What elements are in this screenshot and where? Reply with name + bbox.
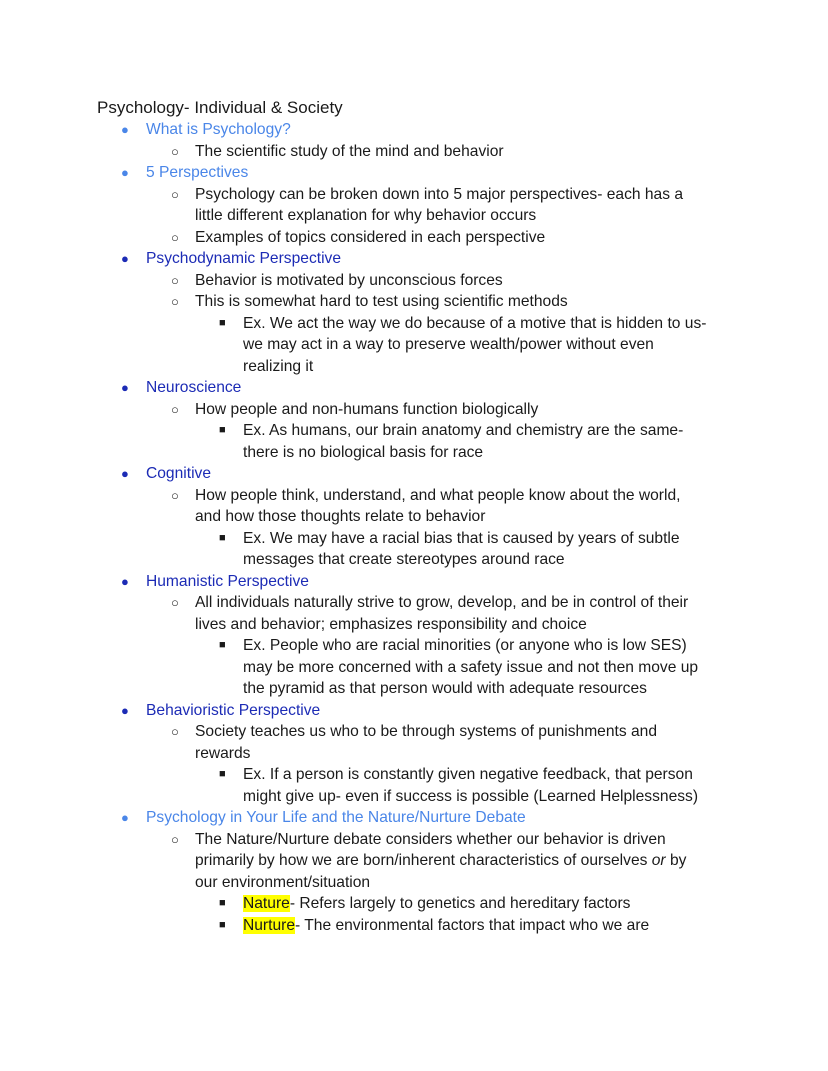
list-item-level-3 [243,893,630,915]
list-item-level-2 [195,141,504,163]
list-item-level-3 [243,764,693,786]
list-item-text: there is no biological basis for race [243,443,484,461]
list-item-text: Ex. If a person is constantly given negative feedback, that person [243,766,693,783]
list-item-text: Behavior is motivated by unconscious forces [195,271,503,289]
list-item-level-3 [243,635,687,657]
bullet-circle-icon: ○ [171,186,179,202]
list-item-level-1 [146,377,241,399]
bullet-dot-icon: ● [121,466,129,481]
list-item-level-2 [195,721,657,743]
list-item-text: Humanistic Perspective [146,572,309,590]
list-item-text: primarily by how we are born/inherent characteristics of ourselves [195,852,652,869]
list-item-level-1 [146,700,320,722]
list-item-level-3 [243,678,647,700]
bullet-circle-icon: ○ [171,143,179,159]
list-item-level-2 [195,205,536,227]
list-item-level-2 [195,291,568,313]
list-item-level-2 [195,614,587,636]
list-item-text: rewards [195,744,251,762]
list-item-text: Ex. We act the way we do because of a motive that is hidden to us- [243,314,707,332]
list-item-text: Society teaches us who to be through systems of punishments and [195,723,658,740]
list-item-text: The Nature/Nurture debate considers whether our behavior is driven [195,830,666,848]
list-item-level-2 [195,872,370,894]
highlighted-term: Nature [243,895,290,912]
list-item-text: Neuroscience [146,379,242,396]
list-item-text: and how those thoughts relate to behavior [195,508,486,525]
list-item-text: the pyramid as that person would with adequate resources [243,680,647,697]
list-item-level-2 [195,506,485,528]
list-item-text: Psychology can be broken down into 5 major perspectives- each has a [195,185,684,203]
list-item-text: may be more concerned with a safety issue and not then move up [243,658,699,676]
list-item-level-3 [243,313,706,335]
list-item-level-2 [195,829,666,851]
bullet-dot-icon: ● [121,251,129,266]
bullet-circle-icon: ○ [171,831,179,847]
list-item-text: Cognitive [146,465,212,482]
bullet-square-icon: ■ [219,424,226,436]
list-item-level-2 [195,399,538,421]
document-title: Psychology- Individual & Society [97,98,343,117]
list-item-text: What is Psychology? [146,121,291,138]
bullet-circle-icon: ○ [171,229,179,245]
bullet-dot-icon: ● [121,702,129,718]
list-item-text: Psychology in Your Life and the Nature/Nurture Debate [146,809,526,826]
list-item-level-3 [243,549,565,571]
bullet-square-icon: ■ [219,316,226,329]
bullet-square-icon: ■ [219,531,226,544]
list-item-text: little different explanation for why behavior occurs [195,207,537,224]
list-item-text: How people and non-humans function biologically [195,400,539,418]
bullet-dot-icon: ● [121,122,129,137]
list-item-level-1 [146,463,211,485]
list-item-level-1 [146,119,291,141]
list-item-level-3 [243,442,483,464]
list-item-text: our environment/situation [195,873,371,891]
list-item-text-after: by [665,852,687,869]
list-item-text: 5 Perspectives [146,164,249,181]
bullet-dot-icon: ● [121,810,129,825]
list-item-level-1 [146,248,341,270]
list-item-text: - Refers largely to genetics and hereditary factors [289,895,631,912]
list-item-level-3 [243,786,698,808]
list-item-text: Ex. As humans, our brain anatomy and chemistry are the same- [243,422,684,439]
list-item-level-3 [243,528,680,550]
list-item-level-1 [146,807,526,829]
highlighted-term: Nurture [243,916,295,934]
list-item-level-2 [195,485,680,507]
list-item-text: Ex. We may have a racial bias that is caused by years of subtle [243,529,680,547]
list-item-level-2 [195,743,250,765]
list-item-text: realizing it [243,357,314,375]
list-item-text: Behavioristic Perspective [146,701,321,719]
list-item-text: The scientific study of the mind and behavior [195,142,504,160]
list-item-text: Psychodynamic Perspective [146,250,342,267]
bullet-square-icon: ■ [219,918,226,931]
list-item-level-3 [243,657,698,679]
bullet-square-icon: ■ [219,897,226,909]
bullet-circle-icon: ○ [171,724,179,739]
bullet-dot-icon: ● [121,165,129,180]
list-item-level-2 [195,270,503,292]
list-item-text: All individuals naturally strive to grow, develop, and be in control of their [195,594,689,611]
list-item-level-3 [243,915,649,937]
bullet-dot-icon: ● [121,380,129,395]
bullet-circle-icon: ○ [171,401,179,417]
list-item-text: messages that create stereotypes around race [243,551,565,568]
list-item-level-1 [146,571,309,593]
bullet-circle-icon: ○ [171,294,179,309]
bullet-square-icon: ■ [219,768,226,780]
bullet-dot-icon: ● [121,573,129,589]
list-item-text: How people think, understand, and what people know about the world, [195,486,681,504]
list-item-text: This is somewhat hard to test using scientific methods [195,293,568,310]
list-item-level-2 [195,850,686,872]
bullet-circle-icon: ○ [171,595,179,610]
list-item-text: we may act in a way to preserve wealth/power without even [243,336,654,353]
list-item-level-3 [243,420,683,442]
italic-word: or [651,852,666,869]
list-item-level-3 [243,334,654,356]
list-item-text: - The environmental factors that impact who we are [295,916,650,934]
list-item-level-2 [195,592,688,614]
list-item-level-2 [195,227,545,249]
bullet-circle-icon: ○ [171,272,179,288]
list-item-text: Examples of topics considered in each perspective [195,228,546,246]
list-item-level-1 [146,162,248,184]
list-item-level-2 [195,184,683,206]
list-item-text: might give up- even if success is possible (Learned Helplessness) [243,787,699,805]
list-item-text: Ex. People who are racial minorities (or anyone who is low SES) [243,637,687,654]
list-item-text: lives and behavior; emphasizes responsibility and choice [195,615,587,633]
bullet-circle-icon: ○ [171,487,179,503]
bullet-square-icon: ■ [219,639,226,651]
list-item-level-3 [243,356,313,378]
